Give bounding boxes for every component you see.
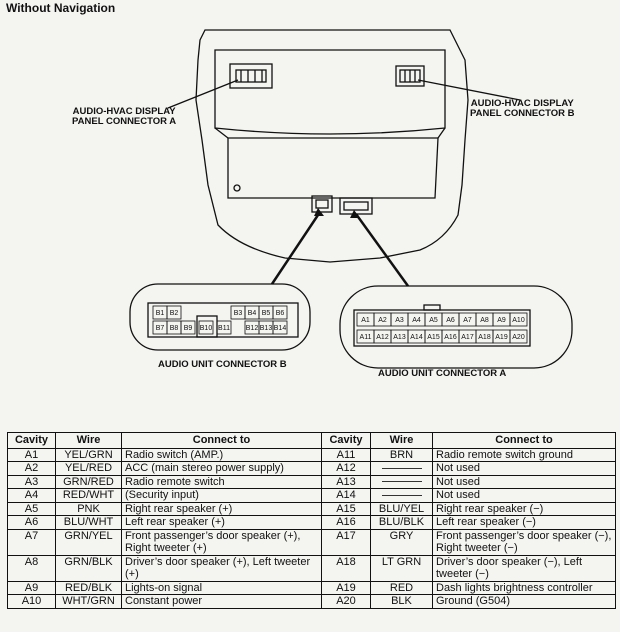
cavity-cell: A5 — [8, 502, 56, 516]
pin-a19: A19 — [495, 334, 508, 341]
pin-a16: A16 — [444, 334, 457, 341]
pin-a1: A1 — [361, 317, 370, 324]
pin-a20: A20 — [512, 334, 525, 341]
pin-a7: A7 — [463, 317, 472, 324]
table-row — [8, 516, 616, 530]
cavity-cell: A16 — [322, 516, 371, 530]
header-cavity: Cavity — [322, 433, 371, 449]
cavity-cell: A3 — [8, 475, 56, 489]
wire-cell: RED — [371, 581, 433, 595]
audio-unit-connector-b-callout — [130, 284, 310, 350]
cavity-cell: A2 — [8, 462, 56, 476]
cavity-cell: A9 — [8, 581, 56, 595]
wire-cell: BRN — [371, 448, 433, 462]
pin-a13: A13 — [393, 334, 406, 341]
pin-b13: B13 — [259, 325, 273, 332]
pin-a4: A4 — [412, 317, 421, 324]
table-row — [8, 581, 616, 595]
connect-to-cell: Constant power — [122, 595, 322, 609]
page-title: Without Navigation — [6, 1, 116, 15]
table-row — [8, 489, 616, 503]
connect-to-cell: Left rear speaker (+) — [122, 516, 322, 530]
table-row — [8, 555, 616, 581]
cavity-cell: A17 — [322, 529, 371, 555]
pin-a15: A15 — [427, 334, 440, 341]
header-wire: Wire — [56, 433, 122, 449]
panel-connector-a-label: AUDIO-HVAC DISPLAY PANEL CONNECTOR A — [72, 106, 177, 127]
wire-cell: YEL/GRN — [56, 448, 122, 462]
cavity-cell: A8 — [8, 555, 56, 581]
connect-to-cell: Driver’s door speaker (+), Left tweeter (+) — [122, 555, 322, 581]
connect-to-cell: Dash lights brightness controller — [433, 581, 616, 595]
wire-cell: GRY — [371, 529, 433, 555]
pin-b2: B2 — [169, 310, 179, 317]
pin-a6: A6 — [446, 317, 455, 324]
pin-a9: A9 — [497, 317, 506, 324]
connect-to-cell: Left rear speaker (−) — [433, 516, 616, 530]
panel-connector-b-label: AUDIO-HVAC DISPLAY PANEL CONNECTOR B — [470, 98, 575, 119]
pin-b7: B7 — [155, 325, 165, 332]
wire-cell: RED/WHT — [56, 489, 122, 503]
cavity-cell: A15 — [322, 502, 371, 516]
pin-a11: A11 — [359, 334, 372, 341]
audio-unit-connector-a-callout — [340, 286, 572, 368]
cavity-cell: A4 — [8, 489, 56, 503]
pin-a17: A17 — [461, 334, 474, 341]
pin-a18: A18 — [478, 334, 491, 341]
connect-to-cell: Ground (G504) — [433, 595, 616, 609]
pin-b14: B14 — [273, 325, 287, 332]
pin-a12: A12 — [376, 334, 389, 341]
table-row — [8, 529, 616, 555]
wire-cell: RED/BLK — [56, 581, 122, 595]
unused-wire-dash — [382, 495, 422, 496]
wire-cell: BLU/BLK — [371, 516, 433, 530]
cavity-cell: A18 — [322, 555, 371, 581]
upper-panel — [215, 50, 445, 134]
audio-unit-connector-b-label: AUDIO UNIT CONNECTOR B — [158, 359, 287, 370]
pin-b10: B10 — [199, 325, 213, 332]
connect-to-cell: Right rear speaker (+) — [122, 502, 322, 516]
wire-cell: GRN/RED — [56, 475, 122, 489]
display-panel-housing — [196, 30, 468, 262]
wire-cell: BLU/WHT — [56, 516, 122, 530]
mounting-screw — [234, 185, 240, 191]
connect-to-cell: ACC (main stereo power supply) — [122, 462, 322, 476]
table-header-row — [8, 433, 616, 449]
cavity-cell: A1 — [8, 448, 56, 462]
connect-to-cell: Radio remote switch — [122, 475, 322, 489]
cavity-cell: A20 — [322, 595, 371, 609]
audio-unit-connector-a-label: AUDIO UNIT CONNECTOR A — [378, 368, 507, 379]
pin-b4: B4 — [247, 310, 257, 317]
cavity-cell: A12 — [322, 462, 371, 476]
wire-cell: GRN/BLK — [56, 555, 122, 581]
table-row — [8, 595, 616, 609]
pin-b3: B3 — [233, 310, 243, 317]
connect-to-cell: (Security input) — [122, 489, 322, 503]
wire-cell — [371, 475, 433, 489]
connect-to-cell: Not used — [433, 489, 616, 503]
wire-cell — [371, 462, 433, 476]
pin-b11: B11 — [218, 325, 230, 332]
wire-cell: PNK — [56, 502, 122, 516]
table-row — [8, 448, 616, 462]
pin-b12: B12 — [245, 325, 259, 332]
header-wire: Wire — [371, 433, 433, 449]
pin-b9: B9 — [183, 325, 193, 332]
wire-cell — [371, 489, 433, 503]
pin-a3: A3 — [395, 317, 404, 324]
lower-panel — [228, 138, 438, 198]
cavity-cell: A7 — [8, 529, 56, 555]
audio-unit-a-plug — [340, 198, 372, 214]
connect-to-cell: Not used — [433, 462, 616, 476]
connect-to-cell: Front passenger’s door speaker (+), Right tweeter (+) — [122, 529, 322, 555]
cavity-cell: A6 — [8, 516, 56, 530]
header-cavity: Cavity — [8, 433, 56, 449]
pin-b5: B5 — [261, 310, 271, 317]
wire-cell: YEL/RED — [56, 462, 122, 476]
header-connect-to: Connect to — [433, 433, 616, 449]
pin-a10: A10 — [512, 317, 525, 324]
pin-b6: B6 — [275, 310, 285, 317]
table-row — [8, 502, 616, 516]
header-connect-to: Connect to — [122, 433, 322, 449]
pin-a5: A5 — [429, 317, 438, 324]
unused-wire-dash — [382, 481, 422, 482]
table-row — [8, 462, 616, 476]
connect-to-cell: Radio remote switch ground — [433, 448, 616, 462]
wire-cell: GRN/YEL — [56, 529, 122, 555]
wire-cell: BLK — [371, 595, 433, 609]
cavity-cell: A11 — [322, 448, 371, 462]
connect-to-cell: Driver’s door speaker (−), Left tweeter (−) — [433, 555, 616, 581]
connect-to-cell: Not used — [433, 475, 616, 489]
cavity-cell: A14 — [322, 489, 371, 503]
wire-cell: BLU/YEL — [371, 502, 433, 516]
pin-a14: A14 — [410, 334, 423, 341]
wire-cell: WHT/GRN — [56, 595, 122, 609]
table-row — [8, 475, 616, 489]
connect-to-cell: Lights-on signal — [122, 581, 322, 595]
pin-b1: B1 — [155, 310, 165, 317]
cavity-cell: A19 — [322, 581, 371, 595]
pin-a8: A8 — [480, 317, 489, 324]
cavity-cell: A13 — [322, 475, 371, 489]
pinout-table — [7, 432, 616, 609]
unused-wire-dash — [382, 468, 422, 469]
pin-b8: B8 — [169, 325, 179, 332]
connect-to-cell: Radio switch (AMP.) — [122, 448, 322, 462]
wire-cell: LT GRN — [371, 555, 433, 581]
cavity-cell: A10 — [8, 595, 56, 609]
connect-to-cell: Right rear speaker (−) — [433, 502, 616, 516]
connect-to-cell: Front passenger’s door speaker (−), Right tweeter (−) — [433, 529, 616, 555]
pin-a2: A2 — [378, 317, 387, 324]
